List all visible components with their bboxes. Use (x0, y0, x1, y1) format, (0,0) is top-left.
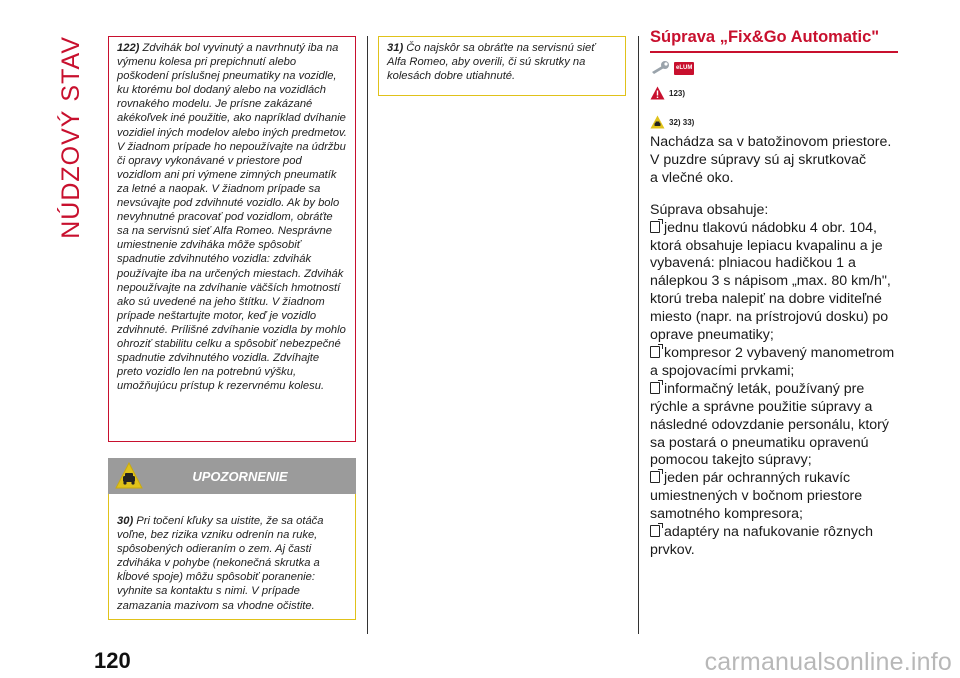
warning-note-box (108, 36, 356, 442)
warning-ref-row (650, 86, 685, 100)
section-title: Súprava „Fix&Go Automatic" (650, 28, 898, 53)
intro-line-3: a vlečné oko. (650, 169, 734, 186)
page-number: 120 (94, 648, 131, 673)
equipment-icon-row (650, 60, 694, 76)
chapter-side-title-text: NÚDZOVÝ STAV (56, 36, 85, 239)
intro-line-2: V puzdre súpravy sú aj skrutkovač (650, 151, 867, 168)
wrench-icon (650, 60, 672, 76)
list-item-text: adaptéry na nafukovanie rôznych prvkov. (650, 524, 874, 558)
bullet-icon (650, 382, 660, 394)
warning-note-paragraph (117, 41, 347, 393)
warning-triangle-icon (650, 86, 665, 100)
chapter-side-title (56, 36, 86, 239)
caution-ref-row (650, 115, 694, 129)
caution-paragraph (117, 514, 347, 613)
warning-ref-text: 123) (669, 88, 686, 98)
list-item (650, 345, 902, 381)
column-divider-left (367, 36, 368, 634)
bullet-icon (650, 221, 660, 233)
caution-ref: 30) (117, 515, 134, 527)
list-item (650, 470, 902, 524)
service-note-text: Čo najskôr sa obráťte na servisnú sieť Alfa Romeo, aby overili, či sú skrutky na kolesách dobre utiahnuté. (387, 42, 596, 83)
caution-box (108, 494, 356, 620)
caution-title: UPOZORNENIE (192, 468, 288, 484)
caution-text: Pri točení kľuky sa uistite, že sa otáča voľne, bez rizika vzniku odrenín na ruke, spôsobených odieraním o zem. Aj časti zdviháka v pohybe (nekonečná skrutka a kĺbové spoje) môžu spôsobiť poranenie: vyhnite sa kontaktu s nimi. V prípade zamazania mazivom sa vhodne očistite. (117, 515, 324, 612)
list-item (650, 220, 902, 345)
service-note-box (378, 36, 626, 96)
list-item-text: informačný leták, používaný pre rýchle a správne použitie súpravy a následné odovzdanie personálu, ktorý sa postará o pneumatiku opravenú pomocou takejto súpravy; (650, 380, 889, 469)
intro-line-1: Nachádza sa v batožinovom priestore. (650, 134, 892, 150)
warning-note-text: Zdvihák bol vyvinutý a navrhnutý iba na výmenu kolesa pri prepichnutí alebo poškodení príslušnej pneumatiky na vozidle, ku ktorému bol dodaný alebo na vozidlách rovnakého modelu. Je prísne zakázané akékoľvek iné použitie, ako napríklad dvíhanie vozidiel iných modelov alebo iných predmetov. V žiadnom prípade ho nepoužívajte na údržbu či opravy vykonávané v priestore pod vozidlom ani pri výmene zimných pneumatík za letné a naopak. V žiadnom prípade sa nevsúvajte pod zdvihnuté vozidlo. Ak by bolo nevyhnutné pracovať pod vozidlom, obráťte sa na servisnú sieť Alfa Romeo. Nesprávne umiestnenie zdviháka môže spôsobiť spadnutie zdvihnutého vozidla: zdvihák používajte iba na určených miestach. Zdvihák nepoužívajte na zdvíhanie väčších hmotností ako sú uvedené na jeho štítku. V žiadnom prípade neštartujte motor, keď je vozidlo zdvihnuté. Prílišné zdvíhanie vozidla by mohlo ohroziť stabilitu celku a spôsobiť nebezpečné spadnutie zdvihnutého vozidla. Zdvíhajte preto vozidlo len na potrebnú výšku, umožňujúcu prístup k rezervnému kolesu. (117, 42, 347, 393)
list-item-text: jednu tlakovú nádobku 4 obr. 104, ktorá obsahuje lepiacu kvapalinu a je vybavená: plniacou hadičkou 1 a nálepkou 3 s nápisom „max. 80 km/h", ktorú treba nalepiť na dobre viditeľné miesto (napr. na prístrojovú dosku) po oprave pneumatiky; (650, 219, 891, 344)
car-warning-icon (114, 461, 144, 491)
list-item (650, 524, 902, 560)
service-note-paragraph (387, 41, 617, 83)
list-item (650, 381, 902, 471)
list-item-text: kompresor 2 vybavený manometrom a spojovacími prvkami; (650, 344, 895, 379)
elum-badge: eLUM (674, 62, 694, 75)
caution-ref-text: 32) 33) (669, 117, 695, 127)
kit-description (650, 134, 902, 560)
list-item-text: jeden pár ochranných rukavíc umiestnených v bočnom priestore samotného kompresora; (650, 470, 863, 523)
warning-note-ref: 122) (117, 42, 140, 54)
bullet-icon (650, 346, 660, 358)
column-divider-right (638, 36, 639, 634)
service-note-ref: 31) (387, 42, 404, 54)
caution-header (108, 458, 356, 494)
watermark: carmanualsonline.info (704, 648, 952, 676)
contents-heading: Súprava obsahuje: (650, 201, 769, 218)
caution-car-icon (650, 115, 665, 129)
bullet-icon (650, 525, 660, 537)
bullet-icon (650, 471, 660, 483)
